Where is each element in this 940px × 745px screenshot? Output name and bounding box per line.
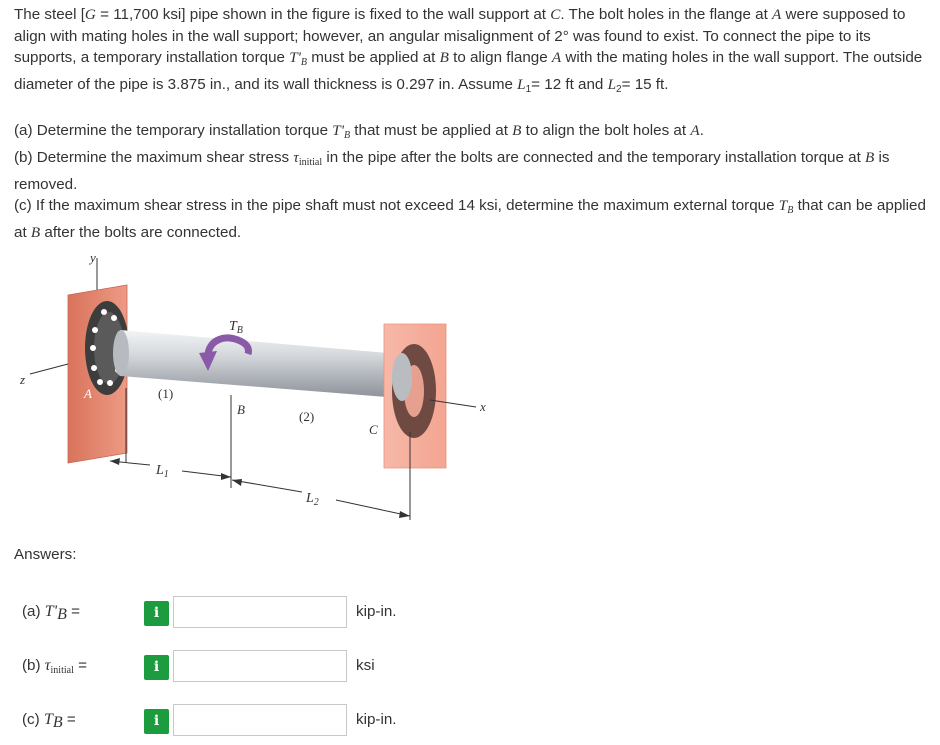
l2-label: $L_2$ [306,491,319,508]
l2-dimension-line-left [232,480,302,492]
answer-a-input[interactable] [173,596,347,628]
info-icon[interactable]: i [144,601,169,626]
pipe-figure [0,240,520,530]
answer-row-b [22,650,522,684]
torque-label: $T_B$ [229,319,243,336]
part-b-question: (b) Determine the maximum shear stress $\tau_{initial}$ in the pipe after the bolts are connected and the temporary installation torque at B is removed. [14,148,890,193]
answer-b-unit: ksi [356,657,375,674]
info-icon[interactable]: i [144,709,169,734]
label-b: B [237,402,245,417]
label-c: C [369,422,378,437]
problem-statement [14,4,934,243]
l1-label: $L_1$ [156,463,169,480]
z-axis-label: z [20,372,26,387]
answer-c-label: (c) $T_B$ = [22,711,76,731]
y-axis-label: y [90,250,96,265]
label-a: A [84,386,92,401]
part-a-question: (a) Determine the temporary installation torque $T'_B$ that must be applied at B to align the bolt holes at A. [14,122,704,142]
answer-c-input[interactable] [173,704,347,736]
answer-b-label: (b) $\tau_{initial}$ = [22,657,87,676]
answer-a-unit: kip-in. [356,603,397,620]
answer-b-input[interactable] [173,650,347,682]
answers-heading: Answers: [14,546,77,563]
z-axis-line [30,364,68,374]
answer-row-c [22,704,522,738]
segment-1-label: (1) [158,386,174,401]
answer-a-label: (a) $T'_B$ = [22,603,80,623]
x-axis-label: x [480,399,486,414]
problem-intro: The steel [G = 11,700 ksi] pipe shown in the figure is fixed to the wall support at C. The bolt holes in the flange at A were supposed to align with mating holes in the wall support; however, an angular misalignment of 2° was found to exist. To connect the pipe to its supports, a temporary installation torque $T'_B$ must be applied at B to align flange A with the mating holes in the wall support. The outside diameter of the pipe is 3.875 in., and its wall thickness is 0.297 in. Assume $L_1= 12$ ft and $L_2= 15$ ft. [14,6,923,95]
answer-row-a [22,596,522,630]
part-c-question: (c) If the maximum shear stress in the pipe shaft must not exceed 14 ksi, determine the maximum external torque $T_B$ that can be applied at B after the bolts are connected. [14,197,926,241]
answer-c-unit: kip-in. [356,711,397,728]
info-icon[interactable]: i [144,655,169,680]
segment-2-label: (2) [299,409,315,424]
l2-dimension-line-right [336,500,410,516]
